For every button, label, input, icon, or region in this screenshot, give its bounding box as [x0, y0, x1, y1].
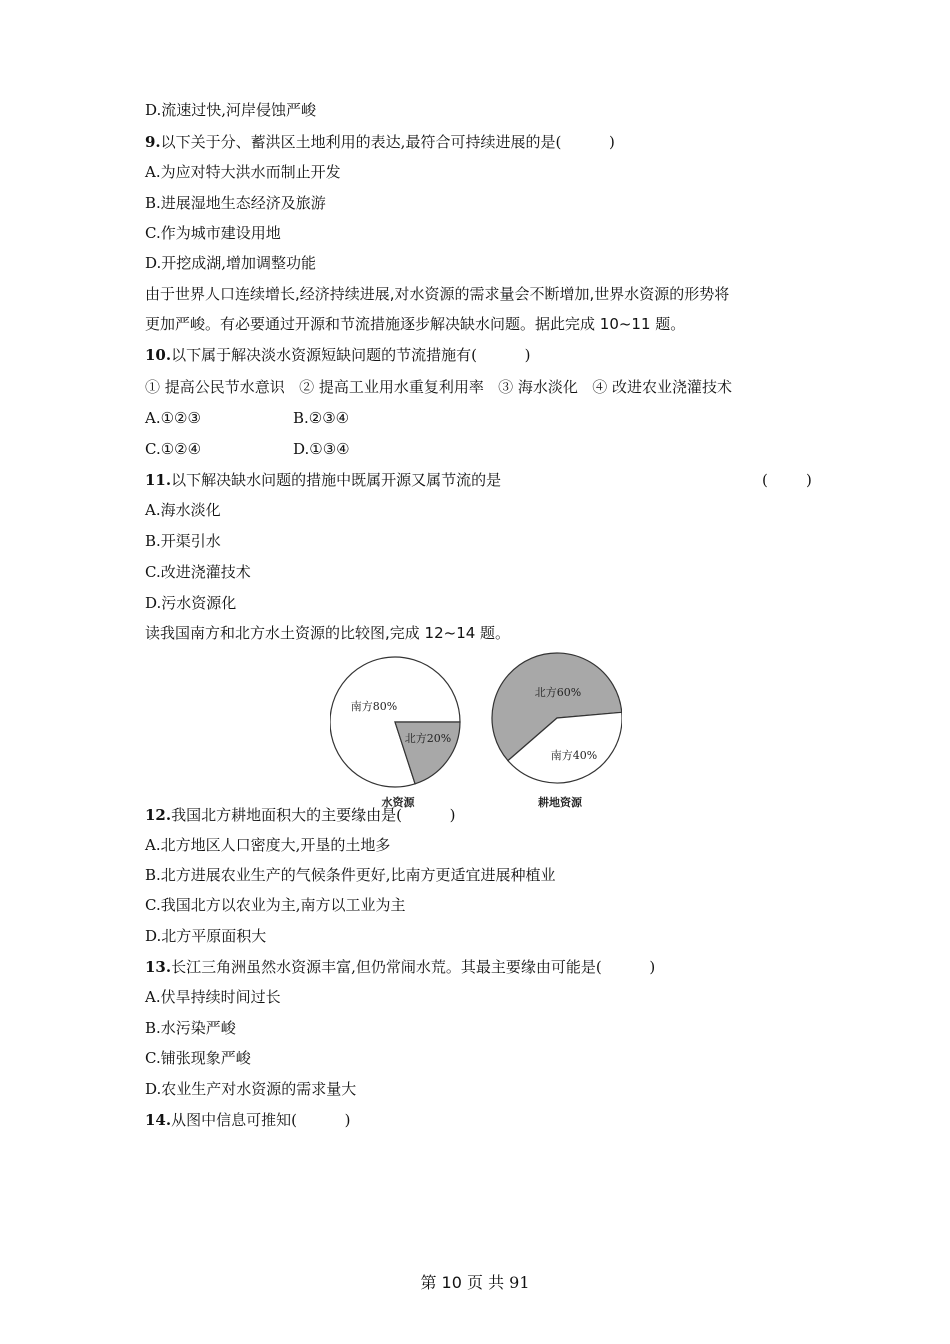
q12-option-a: A.北方地区人口密度大,开垦的土地多 — [145, 836, 391, 854]
question-11 — [145, 470, 501, 490]
pie-slice-label: 北方20% — [404, 732, 452, 745]
pie-chart-title: 耕地资源 — [538, 796, 582, 809]
question-text: 长江三角洲虽然水资源丰富,但仍常闹水荒。其最主要缘由可能是( ) — [171, 958, 656, 976]
question-text: 以下解决缺水问题的措施中既属开源又属节流的是 — [171, 471, 502, 489]
pie-slice-label: 北方60% — [534, 686, 582, 699]
pie-slice-label: 南方80% — [350, 700, 398, 713]
q10-option-a: A.①②③ — [145, 409, 201, 427]
q11-option-a: A.海水淡化 — [145, 501, 221, 519]
pie-slice-label: 南方40% — [550, 749, 598, 762]
question-10 — [145, 345, 531, 365]
question-text: 从图中信息可推知( ) — [171, 1111, 351, 1129]
q13-option-b: B.水污染严峻 — [145, 1019, 236, 1037]
question-13 — [145, 957, 655, 977]
pie-chart-figure — [330, 652, 622, 810]
page-number-text: 第 10 页 共 — [420, 1273, 505, 1292]
intro-paragraph-line-2: 更加严峻。有必要通过开源和节流措施逐步解决缺水问题。据此完成 10~11 题。 — [145, 315, 686, 333]
question-9 — [145, 132, 615, 152]
q10-option-c: C.①②④ — [145, 440, 202, 458]
q9-option-a: A.为应对特大洪水而制止开发 — [145, 163, 341, 181]
pie-charts-svg — [330, 652, 622, 810]
q13-option-c: C.铺张现象严峻 — [145, 1049, 251, 1067]
question-text: 我国北方耕地面积大的主要缘由是( ) — [171, 806, 456, 824]
q10-option-b: B.②③④ — [293, 409, 350, 427]
q9-option-d: D.开挖成湖,增加调整功能 — [145, 254, 317, 272]
q12-option-b: B.北方进展农业生产的气候条件更好,比南方更适宜进展种植业 — [145, 866, 556, 884]
question-number: 14. — [145, 1111, 172, 1129]
q11-option-c: C.改进浇灌技术 — [145, 563, 251, 581]
question-number: 13. — [145, 958, 172, 976]
question-12 — [145, 805, 456, 825]
q10-items: ① 提高公民节水意识 ② 提高工业用水重复利用率 ③ 海水淡化 ④ 改进农业浇灌技术 — [145, 378, 732, 396]
q9-option-b: B.进展湿地生态经济及旅游 — [145, 194, 326, 212]
pie-chart-title: 水资源 — [381, 796, 415, 809]
q13-option-a: A.伏旱持续时间过长 — [145, 988, 281, 1006]
question-text: 以下关于分、蓄洪区土地利用的表达,最符合可持续进展的是( ) — [160, 133, 615, 151]
q11-answer-paren: ( ) — [762, 471, 812, 489]
question-number: 11. — [145, 471, 172, 489]
question-number: 10. — [145, 346, 172, 364]
q13-option-d: D.农业生产对水资源的需求量大 — [145, 1080, 357, 1098]
page-total: 91 — [509, 1273, 530, 1292]
page-footer — [0, 1272, 950, 1294]
question-number: 12. — [145, 806, 172, 824]
q9-option-c: C.作为城市建设用地 — [145, 224, 281, 242]
question-14 — [145, 1110, 351, 1130]
question-text: 以下属于解决淡水资源短缺问题的节流措施有( ) — [171, 346, 531, 364]
q11-option-b: B.开渠引水 — [145, 532, 221, 550]
line-q8-option-d: D.流速过快,河岸侵蚀严峻 — [145, 101, 317, 119]
q11-option-d: D.污水资源化 — [145, 594, 237, 612]
q12-option-c: C.我国北方以农业为主,南方以工业为主 — [145, 896, 406, 914]
intro-paragraph-2: 读我国南方和北方水土资源的比较图,完成 12~14 题。 — [145, 624, 511, 642]
q10-option-d: D.①③④ — [293, 440, 350, 458]
question-number: 9. — [145, 133, 161, 151]
intro-paragraph-line-1: 由于世界人口连续增长,经济持续进展,对水资源的需求量会不断增加,世界水资源的形势将 — [145, 285, 730, 303]
q12-option-d: D.北方平原面积大 — [145, 927, 267, 945]
